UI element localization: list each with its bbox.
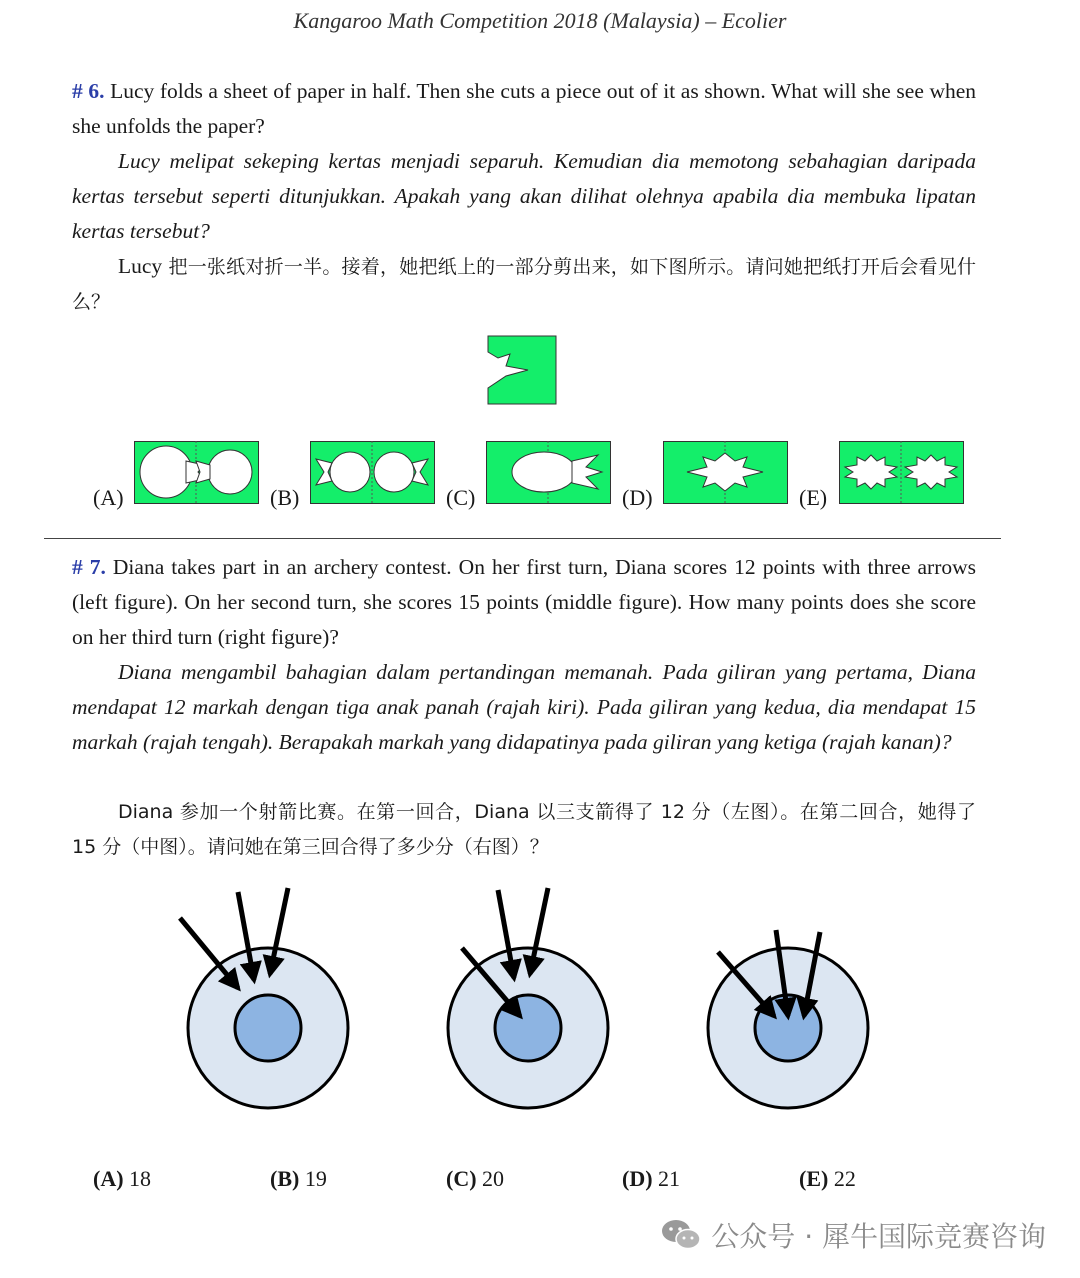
- target-middle: [448, 888, 608, 1108]
- q7-option-e-letter: (E): [799, 1166, 829, 1191]
- q6-number: # 6.: [72, 79, 105, 103]
- q7-text-zh: Diana 参加一个射箭比赛。在第一回合，Diana 以三支箭得了 12 分（左图）。在第二回合，她得了 15 分（中图）。请问她在第三回合得了多少分（右图）？: [72, 801, 976, 858]
- q6-zh-prefix: Lucy: [118, 254, 163, 278]
- q6-text-zh: [72, 249, 976, 320]
- q6-en-body: Lucy folds a sheet of paper in half. Then she cuts a piece out of it as shown. What will she see when she unfolds the paper?: [72, 79, 977, 138]
- q6-text-en: [72, 74, 976, 144]
- wechat-icon: [661, 1218, 701, 1252]
- question-divider: [44, 538, 1001, 539]
- q7-option-a-letter: (A): [93, 1166, 124, 1191]
- q6-option-e-figure: [839, 441, 965, 505]
- q7-option-c: [446, 1166, 504, 1192]
- watermark-text: 公众号 · 犀牛国际竞赛咨询: [711, 1220, 1046, 1253]
- q7-option-b: [270, 1166, 327, 1192]
- q6-option-a-figure: [134, 441, 260, 505]
- q7-option-b-value: 19: [304, 1166, 327, 1191]
- folded-paper: [488, 336, 556, 404]
- q6-option-c-figure: [486, 441, 612, 505]
- q7-option-d-value: 21: [658, 1166, 681, 1191]
- q6-option-a-label: (A): [93, 485, 124, 510]
- q6-option-d-label: (D): [622, 485, 653, 510]
- q7-option-c-letter: (C): [446, 1166, 477, 1191]
- q6-option-b-label: (B): [270, 485, 300, 510]
- q7-option-a-value: 18: [129, 1166, 152, 1191]
- q7-option-d: [622, 1166, 680, 1192]
- q7-option-b-letter: (B): [270, 1166, 300, 1191]
- q6-option-e-label: (E): [799, 485, 828, 510]
- q7-option-d-letter: (D): [622, 1166, 653, 1191]
- q6-option-d-figure: [663, 441, 789, 505]
- q7-option-e-value: 22: [833, 1166, 856, 1191]
- q6-option-b-figure: [310, 441, 436, 505]
- q6-option-c-label: (C): [446, 485, 476, 510]
- q7-text-en: [72, 550, 976, 655]
- q7-targets-figure: [150, 880, 910, 1120]
- q6-text-ms: Lucy melipat sekeping kertas menjadi separuh. Kemudian dia memotong sebahagian daripada kertas tersebut seperti ditunjukkan. Apakah yang akan dilihat olehnya apabila dia membuka lipatan kertas tersebut?: [72, 149, 976, 243]
- q7-number: # 7.: [72, 555, 106, 579]
- target-left: [180, 888, 348, 1108]
- watermark: [661, 1215, 1046, 1255]
- target-right: [708, 930, 868, 1108]
- q7-option-e: [799, 1166, 856, 1192]
- q7-option-c-value: 20: [482, 1166, 505, 1191]
- q7-option-a: [93, 1166, 151, 1192]
- q6-zh-body: 把一张纸对折一半。接着，她把纸上的一部分剪出来，如下图所示。请问她把纸打开后会看见什么？: [72, 256, 976, 313]
- q7-text-ms: Diana mengambil bahagian dalam pertandingan memanah. Pada giliran yang pertama, Diana mendapat 12 markah dengan tiga anak panah (rajah kiri). Pada giliran yang kedua, dia mendapat 15 markah (rajah tengah). Berapakah markah yang didapatinya pada giliran yang ketiga (rajah kanan)?: [72, 660, 976, 754]
- q6-folded-paper-figure: [488, 336, 558, 406]
- page-header: Kangaroo Math Competition 2018 (Malaysia) – Ecolier: [293, 8, 787, 33]
- q7-en-body: Diana takes part in an archery contest. On her first turn, Diana scores 12 points with three arrows (left figure). On her second turn, she scores 15 points (middle figure). How many points does she score on her third turn (right figure)?: [72, 555, 977, 649]
